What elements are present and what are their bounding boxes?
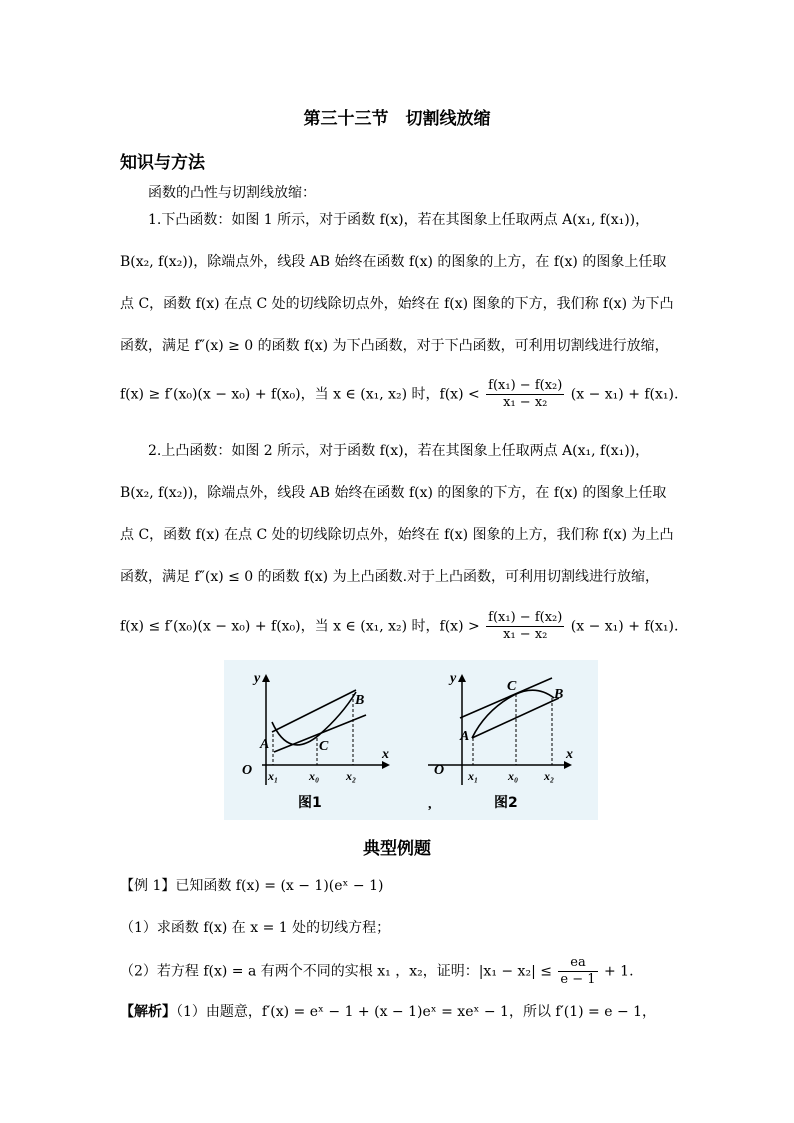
p1-fraction-den: x₁ − x₂ [503, 395, 548, 410]
example-tag: 【例 1】 [120, 878, 176, 894]
p1-line3: 点 C，函数 f(x) 在点 C 处的切线除切点外，始终在 f(x) 图象的下方，我们称 f(x) 为下凸 [120, 296, 674, 312]
p1-line4: 函数，满足 f″(x) ≥ 0 的函数 f(x) 为下凸函数，对于下凸函数，可利用切割线进行放缩， [120, 338, 669, 354]
fig1-caption: 图1 [298, 795, 322, 811]
fig1-y-label: y [254, 671, 261, 686]
fig2-y-label: y [450, 671, 457, 686]
fig1-point-c: C [319, 739, 329, 754]
fig2-x0: x₀ [508, 769, 519, 783]
p2-fraction-den: x₁ − x₂ [503, 627, 548, 642]
p2-fraction-num: f(x₁) − f(x₂) [488, 610, 563, 625]
solution-tag: 【解析】 [120, 1004, 176, 1020]
fig2-x2: x₂ [544, 769, 555, 783]
q2-fraction-den: e − 1 [560, 972, 596, 987]
fig1-point-a: A [260, 737, 270, 752]
p1-line1: 1.下凸函数：如图 1 所示，对于函数 f(x)，若在其图象上任取两点 A(x₁, f(x₁))， [148, 212, 650, 228]
p1-fraction [486, 378, 564, 411]
example-text: 已知函数 f(x) = (x − 1)(eˣ − 1) [175, 878, 384, 894]
p2-line3: 点 C，函数 f(x) 在点 C 处的切线除切点外，始终在 f(x) 图象的上方，我们称 f(x) 为上凸 [120, 527, 674, 543]
figure-2 [428, 671, 573, 811]
p1-line2: B(x₂, f(x₂))，除端点外，线段 AB 始终在函数 f(x) 的图象的上方，在 f(x) 的图象上任取 [120, 254, 667, 270]
p2-formula [120, 610, 678, 643]
solution-text: （1）由题意，f′(x) = eˣ − 1 + (x − 1)eˣ = xeˣ − 1，所以 f′(1) = e − 1， [176, 1004, 657, 1020]
p1-formula-right: (x − x₁) + f(x₁). [570, 386, 679, 403]
figure-separator: , [428, 797, 432, 812]
intro-text: 函数的凸性与切割线放缩： [148, 185, 316, 201]
p2-fraction [486, 610, 564, 643]
p2-formula-left: f(x) ≤ f′(x₀)(x − x₀) + f(x₀)，当 x ∈ (x₁, x₂) 时，f(x) > [120, 618, 480, 635]
fig2-origin-label: O [434, 763, 445, 778]
fig1-x-label: x [382, 747, 389, 762]
p1-formula-left: f(x) ≥ f′(x₀)(x − x₀) + f(x₀)，当 x ∈ (x₁, x₂) 时，f(x) < [120, 386, 480, 403]
q2-fraction [558, 955, 597, 988]
q2-fraction-num: ea [558, 955, 597, 972]
fig1-origin-label: O [242, 763, 253, 778]
fig2-x1: x₁ [468, 769, 479, 783]
fig2-x-label: x [566, 747, 573, 762]
fig1-point-b: B [355, 693, 365, 708]
p2-line1: 2.上凸函数：如图 2 所示，对于函数 f(x)，若在其图象上任取两点 A(x₁, f(x₁))， [148, 443, 650, 459]
p2-line2: B(x₂, f(x₂))，除端点外，线段 AB 始终在函数 f(x) 的图象的下方，在 f(x) 的图象上任取 [120, 485, 667, 501]
p1-formula [120, 378, 678, 411]
fig2-point-c: C [507, 679, 517, 694]
section-heading-examples: 典型例题 [363, 839, 431, 859]
example-question-2 [120, 955, 634, 988]
p1-fraction-num: f(x₁) − f(x₂) [488, 378, 563, 393]
section-title: 知识与方法 [120, 153, 205, 173]
example-question-1: （1）求函数 f(x) 在 x = 1 处的切线方程； [120, 920, 391, 936]
fig1-x0: x₀ [309, 769, 320, 783]
convexity-figures [224, 660, 598, 820]
example-statement [120, 876, 383, 896]
page-title: 第三十三节 切割线放缩 [303, 109, 491, 129]
figure-panel [224, 660, 598, 820]
fig2-caption: 图2 [494, 795, 518, 811]
q2-right: + 1. [604, 963, 634, 980]
fig1-x1: x₁ [268, 769, 279, 783]
solution-line [120, 1002, 656, 1022]
p2-line4: 函数，满足 f″(x) ≤ 0 的函数 f(x) 为上凸函数.对于上凸函数，可利用切割线进行放缩， [120, 569, 660, 585]
fig2-point-b: B [554, 687, 564, 702]
p2-formula-right: (x − x₁) + f(x₁). [570, 618, 679, 635]
figure-1 [242, 671, 390, 811]
fig2-point-a: A [460, 729, 470, 744]
fig1-x2: x₂ [346, 769, 357, 783]
q2-left: （2）若方程 f(x) = a 有两个不同的实根 x₁ ，x₂，证明：|x₁ − x₂| ≤ [120, 963, 552, 980]
